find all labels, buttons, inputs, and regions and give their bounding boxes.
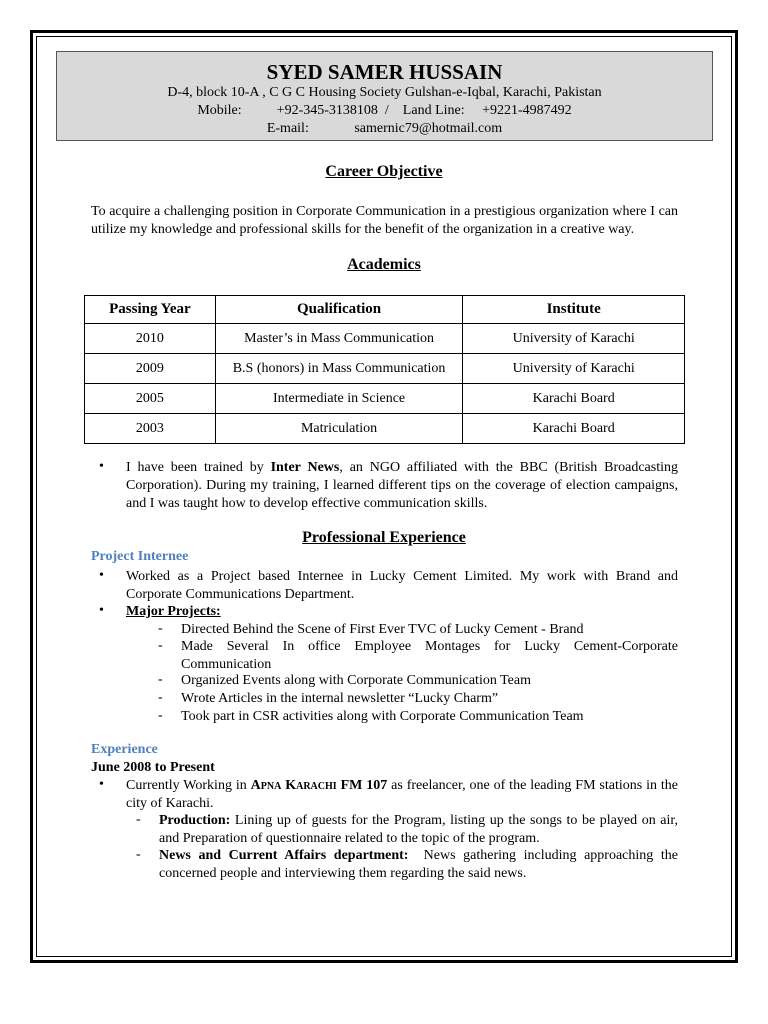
list-item: Directed Behind the Scene of First Ever TVC of Lucky Cement - Brand xyxy=(181,622,584,637)
table-header-row xyxy=(85,296,685,324)
career-objective-text: To acquire a challenging position in Corporate Communication in a prestigious organization where I can utilize my knowledge and professional skills for the benefit of the organization in a creative way. xyxy=(91,204,678,237)
table-cell: 2009 xyxy=(85,354,216,384)
table-cell: 2005 xyxy=(85,384,216,414)
bullet-icon: • xyxy=(99,459,104,474)
table-cell: University of Karachi xyxy=(463,354,685,384)
table-header-cell: Qualification xyxy=(215,296,463,324)
bullet-icon: • xyxy=(99,603,104,618)
training-org: Inter News xyxy=(270,460,340,475)
table-header-cell: Passing Year xyxy=(85,296,216,324)
experience-heading: Experience xyxy=(91,742,158,757)
experience-period: June 2008 to Present xyxy=(91,760,215,775)
career-objective-title: Career Objective xyxy=(325,163,443,180)
duty-news: News and Current Affairs department: News gathering including approaching the concerned people and interviewing them regarding the said news. xyxy=(159,848,682,881)
phone-line: Mobile: +92-345-3138108 / Land Line: +9221-4987492 xyxy=(197,103,572,118)
table-cell: Master’s in Mass Communication xyxy=(215,324,463,354)
duty-production: Production: Lining up of guests for the Program, listing up the songs to be played on air, and Preparation of questionnaire related to the topic of the program. xyxy=(159,813,678,846)
table-cell: Intermediate in Science xyxy=(215,384,463,414)
bullet-icon: • xyxy=(99,777,104,792)
major-projects-heading: Major Projects: xyxy=(126,604,221,619)
landline-number: +9221-4987492 xyxy=(482,103,572,118)
professional-experience-title: Professional Experience xyxy=(302,529,466,546)
academics-table xyxy=(84,295,685,444)
dash-marker: - xyxy=(158,708,163,723)
table-cell: B.S (honors) in Mass Communication xyxy=(215,354,463,384)
contact-header xyxy=(56,51,713,141)
table-cell: Karachi Board xyxy=(463,384,685,414)
email-line: E-mail: samernic79@hotmail.com xyxy=(266,121,503,136)
dash-marker: - xyxy=(158,690,163,705)
dash-marker: - xyxy=(158,638,163,653)
email-address: samernic79@hotmail.com xyxy=(354,121,503,136)
bullet-icon: • xyxy=(99,568,104,583)
table-cell: Karachi Board xyxy=(463,414,685,444)
internee-text: Worked as a Project based Internee in Lucky Cement Limited. My work with Brand and Corporate Communications Department. xyxy=(126,569,678,602)
station-name: Apna Karachi FM 107 xyxy=(250,778,388,793)
table-cell: Matriculation xyxy=(215,414,463,444)
list-item: Took part in CSR activities along with Corporate Communication Team xyxy=(181,709,584,724)
table-row xyxy=(85,384,685,414)
table-cell: 2010 xyxy=(85,324,216,354)
list-item: Organized Events along with Corporate Communication Team xyxy=(181,673,531,688)
table-row xyxy=(85,324,685,354)
list-item: Made Several In office Employee Montages for Lucky Cement-Corporate Communication xyxy=(181,639,678,672)
address: D-4, block 10-A , C G C Housing Society Gulshan-e-Iqbal, Karachi, Pakistan xyxy=(167,85,602,100)
table-row xyxy=(85,354,685,384)
candidate-name: SYED SAMER HUSSAIN xyxy=(266,60,503,84)
current-job-text: Currently Working in Apna Karachi FM 107 as freelancer, one of the leading FM stations in the city of Karachi. xyxy=(126,778,679,811)
project-internee-heading: Project Internee xyxy=(91,549,189,564)
dash-marker: - xyxy=(158,672,163,687)
table-cell: 2003 xyxy=(85,414,216,444)
academics-title: Academics xyxy=(347,256,421,273)
training-text: I have been trained by Inter News, an NGO affiliated with the BBC (British Broadcasting Corporation). During my training, I learned different tips on the coverage of election campaigns, and I was taught how to develop effective communication skills. xyxy=(126,460,678,511)
list-item: Wrote Articles in the internal newsletter “Lucky Charm” xyxy=(181,691,499,706)
table-cell: University of Karachi xyxy=(463,324,685,354)
dash-marker: - xyxy=(136,812,141,827)
mobile-number: +92-345-3138108 xyxy=(276,103,378,118)
table-header-cell: Institute xyxy=(463,296,685,324)
dash-marker: - xyxy=(136,847,141,862)
table-row xyxy=(85,414,685,444)
dash-marker: - xyxy=(158,621,163,636)
